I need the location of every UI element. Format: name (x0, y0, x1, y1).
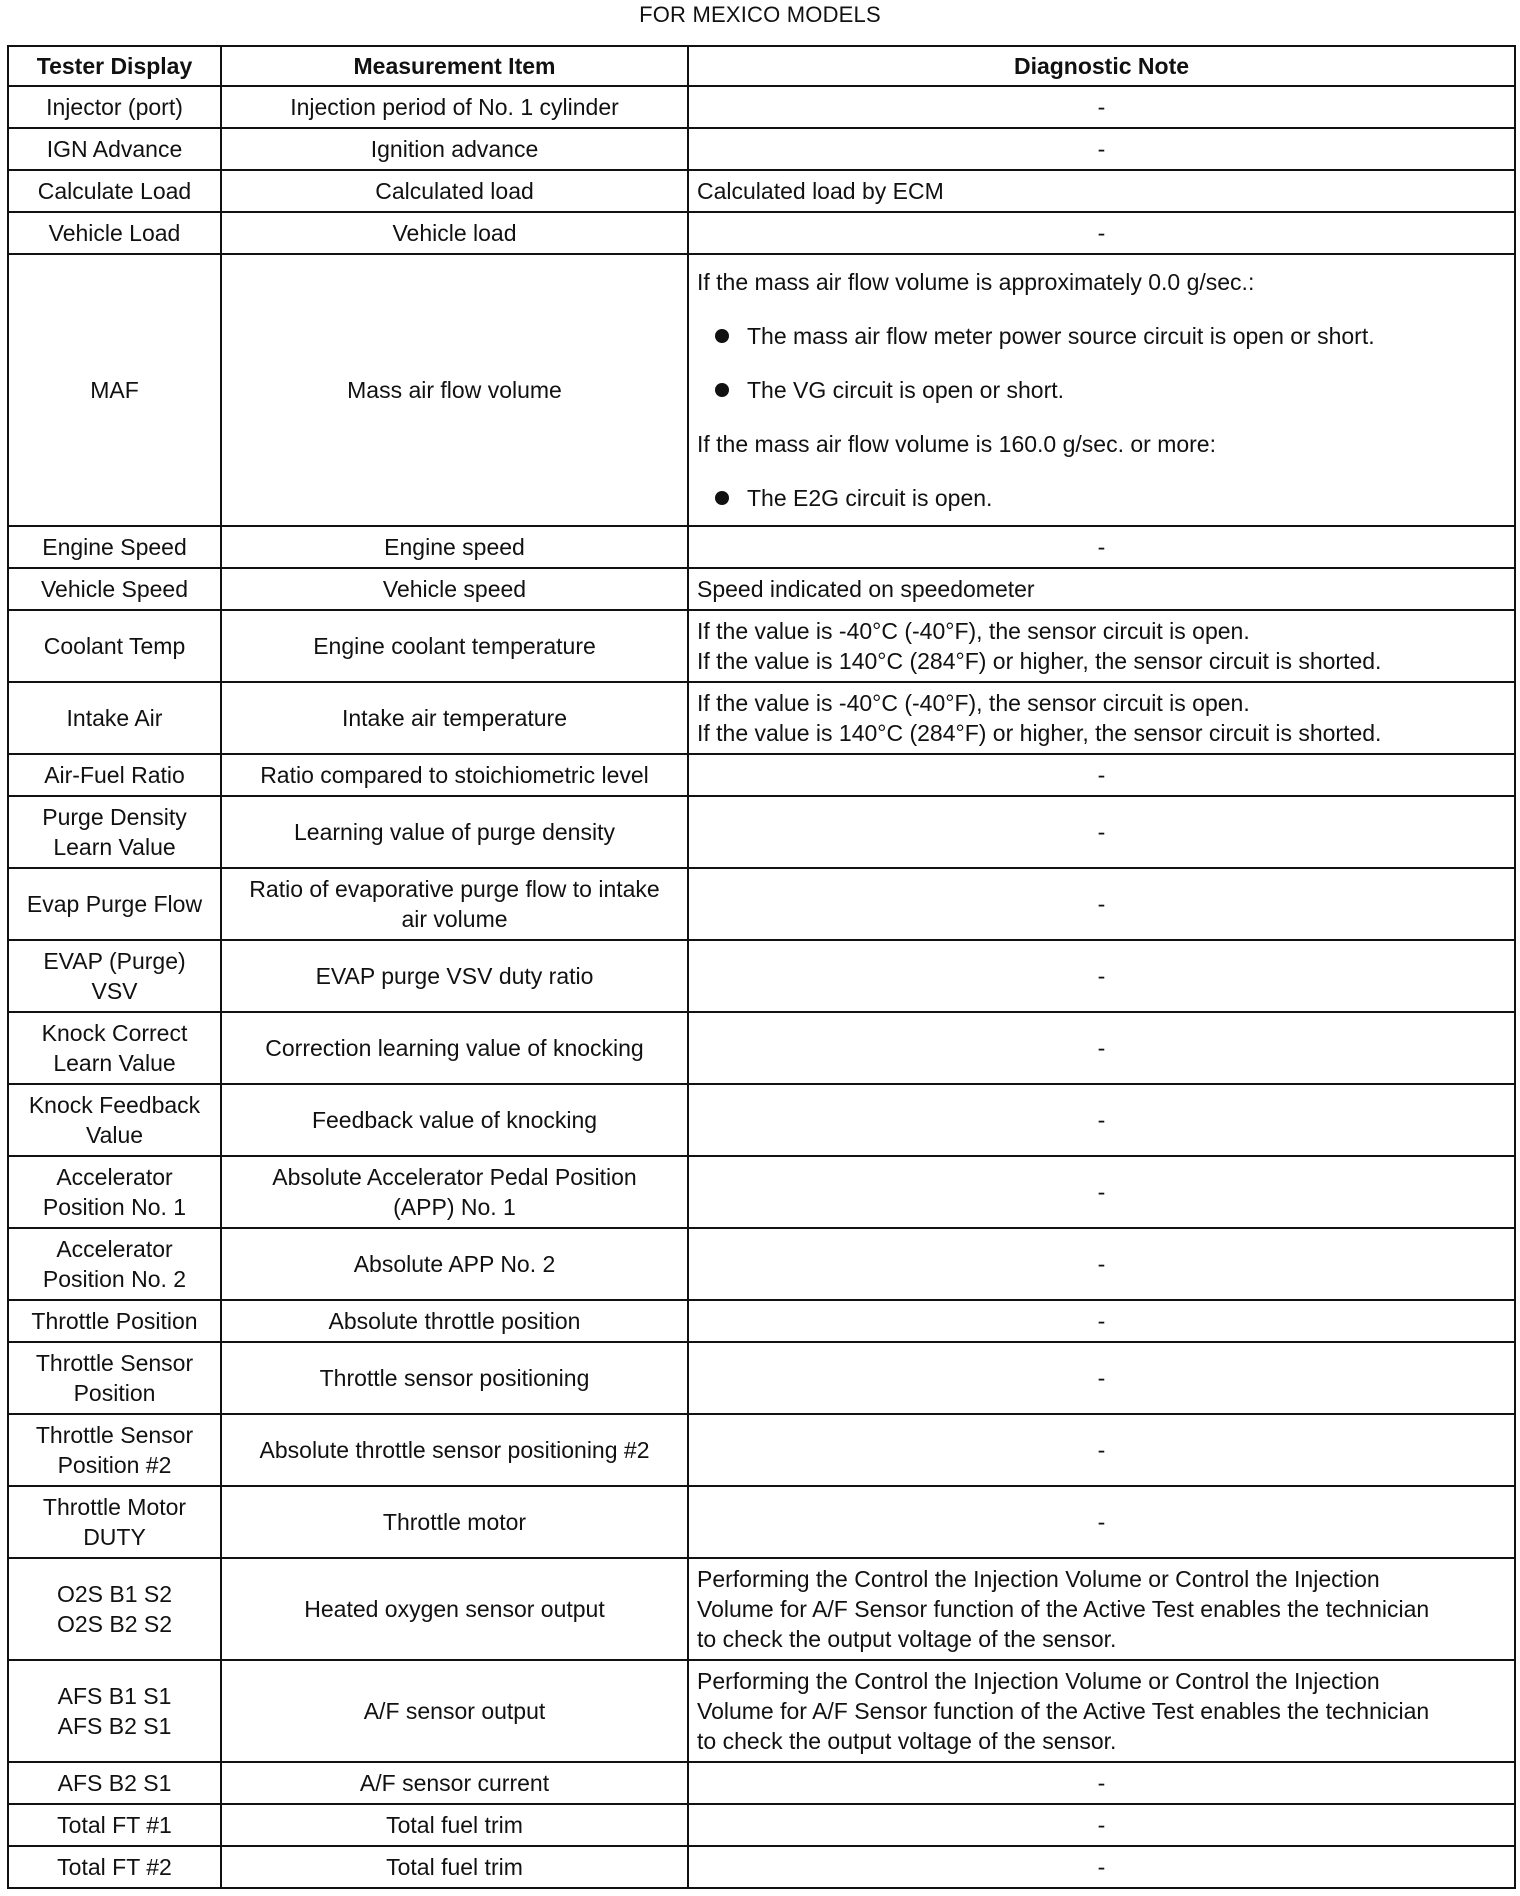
table-row (8, 754, 1515, 796)
tester-display-cell (8, 1486, 221, 1558)
cell-text-line: MAF (90, 377, 139, 403)
diagnostic-note-cell (688, 868, 1515, 940)
table-body (8, 86, 1515, 1888)
cell-text-line: If the value is -40°C (-40°F), the sensor circuit is open. (697, 618, 1250, 644)
diagnostic-note-cell (688, 754, 1515, 796)
cell-text-line: Absolute APP No. 2 (353, 1251, 556, 1277)
cell-text-line: Accelerator (56, 1236, 173, 1262)
cell-text-line: Performing the Control the Injection Volume or Control the Injection (697, 1566, 1380, 1592)
table-row (8, 86, 1515, 128)
cell-text-line: Accelerator (56, 1164, 173, 1190)
cell-text-line: - (1097, 534, 1106, 560)
table-row (8, 1558, 1515, 1660)
diagnostic-note-cell (688, 682, 1515, 754)
diagnostic-note-cell (688, 1084, 1515, 1156)
cell-text-line: DUTY (83, 1524, 146, 1550)
tester-display-cell (8, 754, 221, 796)
diagnostic-note-cell (688, 1762, 1515, 1804)
tester-display-cell (8, 1342, 221, 1414)
cell-text-line: Total fuel trim (386, 1854, 523, 1880)
tester-display-cell (8, 610, 221, 682)
diagnostic-note-cell (688, 170, 1515, 212)
cell-text-line: - (1097, 1770, 1106, 1796)
diagnostic-note-cell (688, 796, 1515, 868)
cell-text-line: Speed indicated on speedometer (697, 576, 1035, 602)
table-row (8, 170, 1515, 212)
measurement-item-cell (221, 568, 688, 610)
cell-text-line: O2S B1 S2 (56, 1581, 173, 1607)
table-row (8, 610, 1515, 682)
measurement-item-cell (221, 682, 688, 754)
diagnostic-note-cell (688, 1228, 1515, 1300)
measurement-item-cell (221, 1846, 688, 1888)
cell-text-line: Value (85, 1122, 144, 1148)
cell-text-line: AFS B1 S1 (57, 1683, 172, 1709)
cell-text-line: Feedback value of knocking (311, 1107, 598, 1133)
tester-display-cell (8, 86, 221, 128)
diagnostic-note-cell (688, 1012, 1515, 1084)
measurement-item-cell (221, 868, 688, 940)
tester-display-cell (8, 1084, 221, 1156)
tester-display-cell (8, 526, 221, 568)
measurement-item-cell (221, 754, 688, 796)
header-tester-display: Tester Display (8, 46, 221, 86)
table-row (8, 940, 1515, 1012)
cell-text-line: Position No. 2 (42, 1266, 187, 1292)
cell-text-line: to check the output voltage of the sensor. (697, 1728, 1117, 1754)
cell-text-line: Engine speed (384, 534, 525, 560)
measurement-item-cell (221, 1012, 688, 1084)
table-row (8, 1300, 1515, 1342)
cell-text-line: Air-Fuel Ratio (44, 762, 185, 788)
maf-note-intro-high: If the mass air flow volume is 160.0 g/sec. or more: (697, 431, 1216, 457)
cell-text-line: - (1097, 963, 1106, 989)
table-row (8, 1084, 1515, 1156)
tester-display-cell (8, 1558, 221, 1660)
page-caption: FOR MEXICO MODELS (639, 2, 881, 27)
measurement-item-cell (221, 1762, 688, 1804)
cell-text-line: Engine Speed (42, 534, 187, 560)
cell-text-line: Ratio compared to stoichiometric level (260, 762, 649, 788)
table-row (8, 682, 1515, 754)
cell-text-line: Learn Value (53, 1050, 176, 1076)
cell-text-line: Total FT #1 (57, 1812, 172, 1838)
measurement-item-cell (221, 1342, 688, 1414)
cell-text-line: - (1097, 1365, 1106, 1391)
table-row (8, 1762, 1515, 1804)
cell-text-line: EVAP (Purge) (43, 948, 186, 974)
table-row (8, 1804, 1515, 1846)
cell-text-line: Absolute Accelerator Pedal Position (272, 1164, 637, 1190)
table-row (8, 254, 1515, 526)
cell-text-line: Total fuel trim (386, 1812, 523, 1838)
cell-text-line: Total FT #2 (57, 1854, 172, 1880)
diagnostic-note-cell (688, 1486, 1515, 1558)
maf-note-intro-low: If the mass air flow volume is approximately 0.0 g/sec.: (697, 269, 1255, 295)
tester-display-cell (8, 682, 221, 754)
measurement-item-cell (221, 1084, 688, 1156)
cell-text-line: - (1097, 1107, 1106, 1133)
tester-display-cell (8, 868, 221, 940)
diagnostic-note-cell (688, 610, 1515, 682)
cell-text-line: Learn Value (53, 834, 176, 860)
cell-text-line: Throttle Motor (42, 1494, 187, 1520)
cell-text-line: - (1097, 1179, 1106, 1205)
diagnostic-note-cell (688, 568, 1515, 610)
tester-display-cell (8, 1300, 221, 1342)
tester-display-cell (8, 1660, 221, 1762)
header-diagnostic-note: Diagnostic Note (688, 46, 1515, 86)
cell-text-line: Absolute throttle position (328, 1308, 581, 1334)
table-row (8, 796, 1515, 868)
cell-text-line: - (1097, 136, 1106, 162)
cell-text-line: Throttle Sensor (35, 1422, 194, 1448)
tester-display-cell (8, 212, 221, 254)
diagnostic-note-cell (688, 1804, 1515, 1846)
table-row (8, 1414, 1515, 1486)
cell-text-line: Vehicle Load (48, 220, 181, 246)
table-row (8, 1486, 1515, 1558)
table-row (8, 1156, 1515, 1228)
header-measurement-item: Measurement Item (221, 46, 688, 86)
cell-text-line: Knock Correct (41, 1020, 188, 1046)
cell-text-line: Evap Purge Flow (26, 891, 203, 917)
tester-display-cell (8, 170, 221, 212)
measurement-item-cell (221, 86, 688, 128)
cell-text-line: Volume for A/F Sensor function of the Active Test enables the technician (697, 1698, 1430, 1724)
cell-text-line: Position (73, 1380, 156, 1406)
diagnostic-note-cell (688, 1156, 1515, 1228)
cell-text-line: Learning value of purge density (294, 819, 615, 845)
table-row (8, 1342, 1515, 1414)
cell-text-line: Vehicle speed (382, 576, 527, 602)
measurement-item-cell (221, 1660, 688, 1762)
cell-text-line: Throttle Sensor (35, 1350, 194, 1376)
diagnostic-note-cell (688, 1660, 1515, 1762)
cell-text-line: VSV (91, 978, 138, 1004)
measurement-item-cell (221, 1486, 688, 1558)
diagnostic-note-cell (688, 1846, 1515, 1888)
table-row (8, 526, 1515, 568)
table-row (8, 212, 1515, 254)
cell-text-line: EVAP purge VSV duty ratio (315, 963, 594, 989)
tester-display-cell (8, 1846, 221, 1888)
diagnostic-note-cell (688, 212, 1515, 254)
measurement-item-cell (221, 1414, 688, 1486)
cell-text-line: - (1097, 1854, 1106, 1880)
cell-text-line: Heated oxygen sensor output (304, 1596, 605, 1622)
cell-text-line: Position No. 1 (42, 1194, 187, 1220)
measurement-item-cell (221, 1558, 688, 1660)
cell-text-line: - (1097, 762, 1106, 788)
cell-text-line: If the value is 140°C (284°F) or higher, the sensor circuit is shorted. (697, 720, 1382, 746)
tester-display-cell (8, 1414, 221, 1486)
diagnostic-note-cell (688, 254, 1515, 526)
cell-text-line: Performing the Control the Injection Volume or Control the Injection (697, 1668, 1380, 1694)
tester-display-cell (8, 1762, 221, 1804)
cell-text-line: - (1097, 891, 1106, 917)
table-row (8, 128, 1515, 170)
table-row (8, 1660, 1515, 1762)
tester-display-cell (8, 568, 221, 610)
cell-text-line: Intake Air (66, 705, 163, 731)
tester-display-cell (8, 254, 221, 526)
cell-text-line: (APP) No. 1 (393, 1194, 516, 1220)
measurement-item-cell (221, 796, 688, 868)
measurement-item-cell (221, 128, 688, 170)
measurement-item-cell (221, 1804, 688, 1846)
cell-text-line: If the value is -40°C (-40°F), the sensor circuit is open. (697, 690, 1250, 716)
maf-note-bullet: The mass air flow meter power source circuit is open or short. (697, 309, 1506, 363)
tester-display-cell (8, 1156, 221, 1228)
cell-text-line: - (1097, 94, 1106, 120)
cell-text-line: IGN Advance (46, 136, 183, 162)
cell-text-line: - (1097, 1308, 1106, 1334)
table-row (8, 568, 1515, 610)
tester-display-cell (8, 1804, 221, 1846)
cell-text-line: - (1097, 819, 1106, 845)
diagnostic-note-cell (688, 1414, 1515, 1486)
tester-display-cell (8, 796, 221, 868)
measurement-item-cell (221, 212, 688, 254)
cell-text-line: Ratio of evaporative purge flow to intake (249, 876, 660, 902)
diagnostic-note-cell (688, 128, 1515, 170)
measurement-item-cell (221, 940, 688, 1012)
cell-text-line: AFS B2 S1 (57, 1770, 172, 1796)
cell-text-line: air volume (401, 906, 508, 932)
table-header-row (8, 46, 1515, 86)
diagnostic-note-cell (688, 940, 1515, 1012)
cell-text-line: Calculate Load (37, 178, 192, 204)
cell-text-line: Correction learning value of knocking (265, 1035, 644, 1061)
cell-text-line: Ignition advance (370, 136, 539, 162)
measurement-item-cell (221, 1228, 688, 1300)
maf-note-bullet: The E2G circuit is open. (697, 471, 1506, 525)
cell-text-line: - (1097, 1251, 1106, 1277)
diagnostic-note-cell (688, 1558, 1515, 1660)
diagnostic-note-cell (688, 1342, 1515, 1414)
cell-text-line: O2S B2 S2 (56, 1611, 173, 1637)
cell-text-line: Mass air flow volume (347, 377, 562, 403)
measurement-item-cell (221, 1156, 688, 1228)
cell-text-line: - (1097, 1509, 1106, 1535)
cell-text-line: - (1097, 1437, 1106, 1463)
cell-text-line: Calculated load by ECM (697, 178, 944, 204)
cell-text-line: Position #2 (57, 1452, 172, 1478)
cell-text-line: Throttle motor (382, 1509, 527, 1535)
tester-display-cell (8, 940, 221, 1012)
measurement-item-cell (221, 526, 688, 568)
table-row (8, 1846, 1515, 1888)
cell-text-line: Throttle Position (31, 1308, 198, 1334)
diagnostic-note-cell (688, 86, 1515, 128)
table-row (8, 1012, 1515, 1084)
cell-text-line: Volume for A/F Sensor function of the Active Test enables the technician (697, 1596, 1430, 1622)
measurement-item-cell (221, 170, 688, 212)
cell-text-line: Injector (port) (46, 94, 183, 120)
cell-text-line: Knock Feedback (28, 1092, 201, 1118)
cell-text-line: If the value is 140°C (284°F) or higher, the sensor circuit is shorted. (697, 648, 1382, 674)
table-row (8, 1228, 1515, 1300)
cell-text-line: Throttle sensor positioning (319, 1365, 590, 1391)
diagnostic-note-cell (688, 526, 1515, 568)
cell-text-line: A/F sensor current (359, 1770, 550, 1796)
tester-display-cell (8, 1228, 221, 1300)
cell-text-line: Injection period of No. 1 cylinder (290, 94, 619, 120)
cell-text-line: Vehicle Speed (40, 576, 189, 602)
measurement-item-cell (221, 254, 688, 526)
cell-text-line: - (1097, 1035, 1106, 1061)
cell-text-line: Calculated load (375, 178, 534, 204)
cell-text-line: Absolute throttle sensor positioning #2 (259, 1437, 650, 1463)
cell-text-line: Vehicle load (392, 220, 517, 246)
maf-note-bullet: The VG circuit is open or short. (697, 363, 1506, 417)
cell-text-line: Engine coolant temperature (313, 633, 596, 659)
cell-text-line: - (1097, 220, 1106, 246)
diagnostic-data-table (7, 45, 1516, 1889)
table-row (8, 868, 1515, 940)
cell-text-line: Coolant Temp (43, 633, 186, 659)
cell-text-line: to check the output voltage of the sensor. (697, 1626, 1117, 1652)
cell-text-line: AFS B2 S1 (57, 1713, 172, 1739)
cell-text-line: Purge Density (42, 804, 187, 830)
tester-display-cell (8, 128, 221, 170)
measurement-item-cell (221, 1300, 688, 1342)
measurement-item-cell (221, 610, 688, 682)
cell-text-line: Intake air temperature (341, 705, 567, 731)
cell-text-line: A/F sensor output (363, 1698, 546, 1724)
diagnostic-note-cell (688, 1300, 1515, 1342)
cell-text-line: - (1097, 1812, 1106, 1838)
tester-display-cell (8, 1012, 221, 1084)
